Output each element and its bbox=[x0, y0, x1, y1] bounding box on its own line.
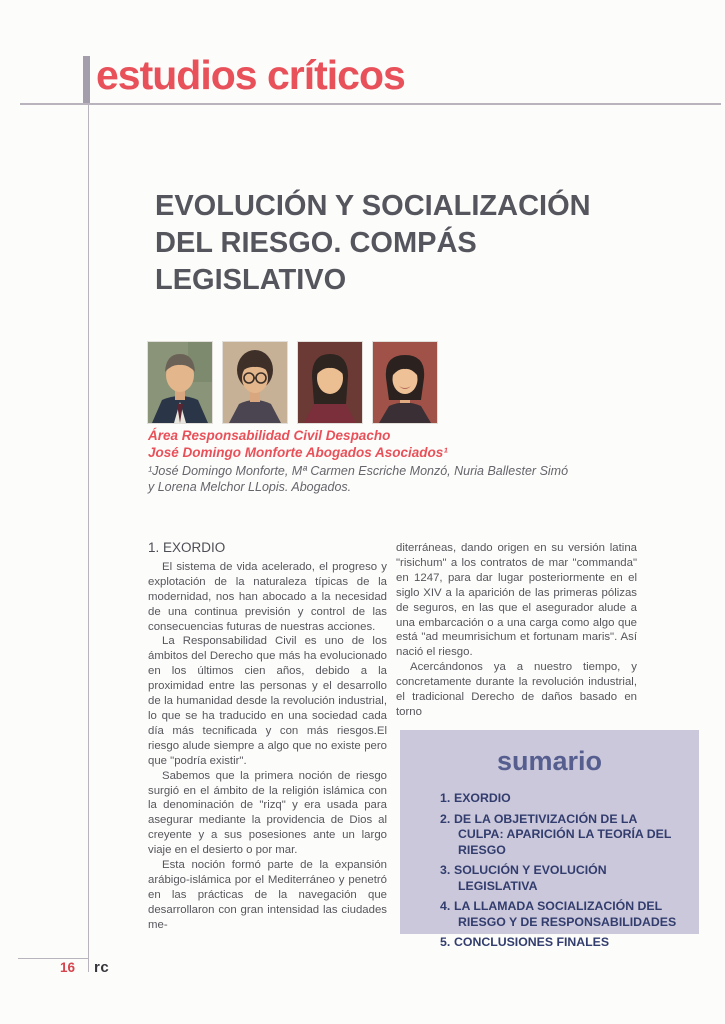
toc-item-text: CONCLUSIONES FINALES bbox=[454, 935, 610, 949]
toc-item-number: 5. bbox=[440, 935, 451, 949]
toc-item-text: EXORDIO bbox=[454, 791, 511, 805]
toc-item-text: DE LA OBJETIVIZACIÓN DE LA CULPA: APARICIÓN LA TEORÍA DEL RIESGO bbox=[454, 811, 672, 857]
header-accent-bar bbox=[83, 56, 90, 105]
left-vertical-rule bbox=[88, 103, 89, 972]
sumario-title: sumario bbox=[496, 746, 603, 776]
article-title-line1: EVOLUCIÓN Y SOCIALIZACIÓN bbox=[155, 190, 591, 222]
toc-item-number: 3. bbox=[440, 863, 451, 877]
sumario-box bbox=[400, 730, 699, 949]
toc-item-2 bbox=[440, 812, 685, 859]
body-paragraph: Sabemos que la primera noción de riesgo surgió en el ámbito de la religión islámica con la denominación de "rizq" y era usada para asegurar mediante la providencia de Dios al creyente y a sus posesiones ante un largo viaje en el desierto o por mar. bbox=[148, 769, 387, 857]
author-affiliation bbox=[148, 428, 608, 461]
article-title bbox=[155, 188, 595, 299]
affiliation-line2: José Domingo Monforte Abogados Asociados¹ bbox=[148, 444, 448, 460]
sumario-list bbox=[440, 791, 685, 951]
toc-item-4 bbox=[440, 899, 685, 930]
body-column-right bbox=[396, 541, 637, 720]
body-column-left bbox=[148, 541, 387, 933]
footnote-line1: ¹José Domingo Monforte, Mª Carmen Escriche Monzó, Nuria Ballester Simó bbox=[148, 464, 569, 478]
header-horizontal-rule bbox=[20, 103, 721, 105]
author-photos-row bbox=[148, 342, 437, 423]
toc-item-5 bbox=[440, 935, 685, 951]
toc-item-1 bbox=[440, 791, 685, 807]
author-footnote bbox=[148, 464, 618, 495]
toc-item-text: LA LLAMADA SOCIALIZACIÓN DEL RIESGO Y DE RESPONSABILIDADES bbox=[454, 899, 677, 929]
body-paragraph: Esta noción formó parte de la expansión arábigo-islámica por el Mediterráneo y penetró en las prácticas de la navegación que desarrollaron con gran intensidad las ciudades me- bbox=[148, 859, 387, 931]
toc-item-number: 2. bbox=[440, 811, 451, 826]
section-header: estudios críticos bbox=[96, 52, 405, 98]
section-heading: 1. EXORDIO bbox=[148, 540, 226, 555]
author-photo-man-suit bbox=[148, 342, 212, 423]
footnote-line2: y Lorena Melchor LLopis. Abogados. bbox=[148, 479, 352, 494]
author-photo-woman-glasses bbox=[223, 342, 287, 423]
toc-item-3 bbox=[440, 863, 685, 894]
body-paragraph: El sistema de vida acelerado, el progreso y explotación de la naturaleza típicas de la modernidad, nos han abocado a la necesidad de una continua previsión y control de las consecuencias futuras de nuestras acciones. bbox=[148, 560, 387, 633]
article-title-line2: DEL RIESGO. COMPÁS bbox=[155, 227, 477, 259]
journal-mark: rc bbox=[94, 959, 110, 976]
body-paragraph: diterráneas, dando origen en su versión latina "risichum" a los contratos de mar "commanda" en 1247, para dar lugar posteriormente en el siglo XIV a la aparición de las primeras pólizas de seguros, en las que el asegurador alude a una embarcación o a una carga como algo que está "ad meumrisichum et fortunam maris". Así nació el riesgo. bbox=[396, 542, 637, 659]
body-paragraph: Acercándonos ya a nuestro tiempo, y concretamente durante la revolución industrial, el tradicional Derecho de daños basado en torno bbox=[396, 661, 637, 718]
body-paragraph: La Responsabilidad Civil es uno de los ámbitos del Derecho que más ha evolucionado en los últimos cien años, debido a la proximidad entre las personas y el desarrollo de la humanidad desde la revolución industrial, lo que se ha traducido en una sociedad cada día más tecnificada y con más riesgos.El riesgo alude siempre a algo que no existe pero que "podría existir". bbox=[148, 635, 387, 767]
author-photo-woman-dark-hair bbox=[298, 342, 362, 423]
toc-item-text: SOLUCIÓN Y EVOLUCIÓN LEGISLATIVA bbox=[454, 863, 607, 893]
article-title-line3: LEGISLATIVO bbox=[155, 264, 347, 296]
toc-item-number: 4. bbox=[440, 899, 451, 913]
toc-item-number: 1. bbox=[440, 791, 451, 805]
footer-horizontal-rule bbox=[18, 958, 88, 959]
author-photo-woman-curly-hair bbox=[373, 342, 437, 423]
page-number: 16 bbox=[60, 960, 76, 975]
affiliation-line1: Área Responsabilidad Civil Despacho bbox=[148, 428, 391, 443]
